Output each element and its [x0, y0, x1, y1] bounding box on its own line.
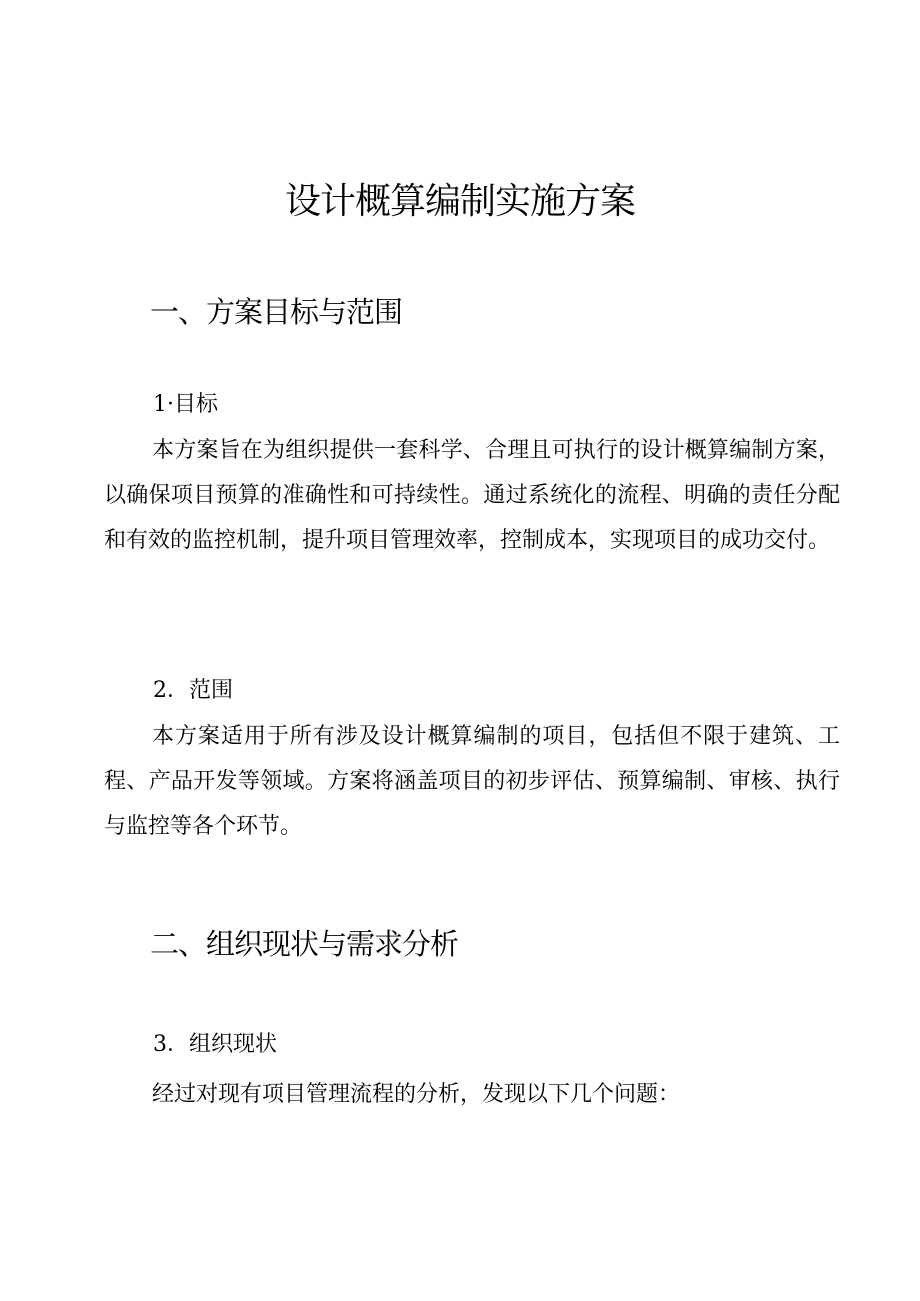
paragraph-org-status: 经过对现有项目管理流程的分析，发现以下几个问题： — [152, 1082, 681, 1107]
section-heading-goals-scope: 一、方案目标与范围 — [150, 295, 403, 329]
subsection-heading-org-status: 3．组织现状 — [153, 1032, 277, 1057]
paragraph-goal: 本方案旨在为组织提供一套科学、合理且可执行的设计概算编制方案，以确保项目预算的准确性和可持续性。通过系统化的流程、明确的责任分配和有效的监控机制，提升项目管理效率，控制成本，实现项目的成功交付。 — [104, 438, 840, 553]
paragraph-scope: 本方案适用于所有涉及设计概算编制的项目，包括但不限于建筑、工程、产品开发等领域。方案将涵盖项目的初步评估、预算编制、审核、执行与监控等各个环节。 — [104, 724, 840, 839]
subsection-heading-goal: 1·目标 — [153, 392, 218, 417]
section-heading-status-analysis: 二、组织现状与需求分析 — [150, 927, 459, 961]
document-title: 设计概算编制实施方案 — [284, 181, 635, 222]
subsection-heading-scope: 2．范围 — [153, 678, 233, 703]
